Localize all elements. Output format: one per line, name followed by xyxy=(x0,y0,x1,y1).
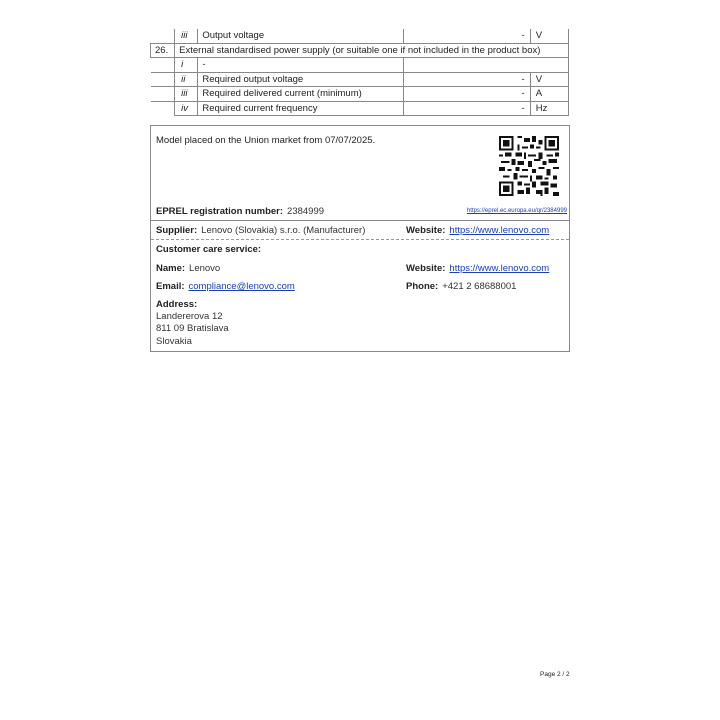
row-unit: Hz xyxy=(530,101,568,116)
supplier-label: Supplier: xyxy=(156,225,198,236)
phone-line xyxy=(406,281,516,292)
row-label: Output voltage xyxy=(198,29,403,43)
row-label: - xyxy=(198,58,403,73)
sub-index: iii xyxy=(175,29,198,43)
phone-label: Phone: xyxy=(406,281,439,292)
name-value: Lenovo xyxy=(189,263,221,274)
product-info-card xyxy=(150,125,570,352)
item-heading: External standardised power supply (or suitable one if not included in the product box) xyxy=(175,43,569,58)
supplier-value: Lenovo (Slovakia) s.r.o. (Manufacturer) xyxy=(201,225,366,236)
table-row xyxy=(151,87,569,102)
contact-website-line xyxy=(406,263,549,274)
phone-value: +421 2 68688001 xyxy=(442,281,517,292)
email-line xyxy=(156,281,295,292)
sub-index: iii xyxy=(175,87,198,102)
name-label: Name: xyxy=(156,263,186,274)
qr-code[interactable] xyxy=(499,136,559,196)
row-unit: V xyxy=(530,72,568,87)
row-value: - xyxy=(403,29,530,43)
table-row xyxy=(151,101,569,116)
divider xyxy=(151,220,569,221)
eprel-number: 2384999 xyxy=(287,206,325,217)
contact-name-line xyxy=(156,263,220,274)
page-number: Page 2 / 2 xyxy=(540,671,570,678)
table-row xyxy=(151,58,569,73)
website-label: Website: xyxy=(406,225,446,236)
row-unit: V xyxy=(530,29,568,43)
power-supply-table xyxy=(150,29,569,116)
row-label: Required delivered current (minimum) xyxy=(198,87,403,102)
row-unit: A xyxy=(530,87,568,102)
eprel-registration xyxy=(156,206,324,217)
address-block xyxy=(156,299,229,348)
supplier-website-link[interactable]: https://www.lenovo.com xyxy=(449,225,550,236)
row-value: - xyxy=(403,72,530,87)
eprel-qr-link[interactable]: https://eprel.ec.europa.eu/qr/2384999 xyxy=(466,208,567,214)
address-line: Landererova 12 xyxy=(156,311,223,323)
table-row xyxy=(151,43,569,58)
sub-index: iv xyxy=(175,101,198,116)
address-label: Address: xyxy=(156,299,198,310)
row-value xyxy=(403,58,530,73)
contact-website-link[interactable]: https://www.lenovo.com xyxy=(449,263,550,274)
model-placed-text: Model placed on the Union market from 07/07/2025. xyxy=(156,135,376,146)
sub-index: ii xyxy=(175,72,198,87)
website-label: Website: xyxy=(406,263,446,274)
supplier-line xyxy=(156,225,365,236)
email-link[interactable]: compliance@lenovo.com xyxy=(188,281,295,292)
address-line: 811 09 Bratislava xyxy=(156,323,229,335)
address-line: Slovakia xyxy=(156,335,192,347)
sub-index: i xyxy=(175,58,198,73)
customer-care-heading: Customer care service: xyxy=(156,244,262,255)
row-label: Required output voltage xyxy=(198,72,403,87)
supplier-website-line xyxy=(406,225,549,236)
row-label: Required current frequency xyxy=(198,101,403,116)
item-number: 26. xyxy=(151,43,175,58)
table-row xyxy=(151,29,569,43)
eprel-label: EPREL registration number: xyxy=(156,206,284,217)
email-label: Email: xyxy=(156,281,185,292)
dashed-divider xyxy=(151,239,569,240)
table-row xyxy=(151,72,569,87)
row-unit xyxy=(530,58,568,73)
row-value: - xyxy=(403,87,530,102)
row-value: - xyxy=(403,101,530,116)
